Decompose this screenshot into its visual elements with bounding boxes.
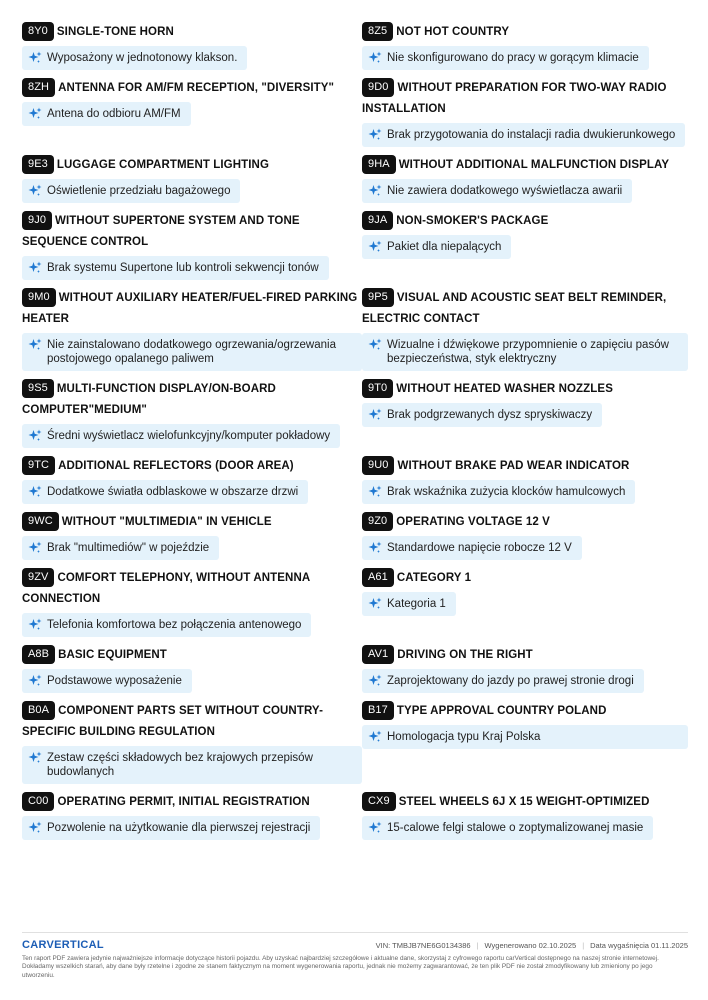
translation-text: Podstawowe wyposażenie	[47, 675, 182, 687]
translation-box	[362, 536, 582, 560]
equipment-heading	[22, 379, 362, 421]
sparkle-icon	[368, 338, 382, 352]
option-code-badge: 9P5	[362, 288, 394, 307]
translation-box	[362, 333, 688, 371]
translation-box	[362, 403, 602, 427]
translation-box	[22, 256, 329, 280]
option-title: WITHOUT PREPARATION FOR TWO-WAY RADIO INSTALLATION	[362, 82, 667, 115]
translation-text: Pozwolenie na użytkowanie dla pierwszej rejestracji	[47, 822, 311, 834]
translation-box	[22, 480, 308, 504]
sparkle-icon	[28, 429, 42, 443]
sparkle-icon	[28, 618, 42, 632]
option-title: WITHOUT SUPERTONE SYSTEM AND TONE SEQUENCE CONTROL	[22, 215, 300, 248]
option-title: LUGGAGE COMPARTMENT LIGHTING	[56, 159, 270, 171]
option-code-badge: B17	[362, 701, 394, 720]
translation-text: Brak przygotowania do instalacji radia dwukierunkowego	[387, 129, 676, 141]
sparkle-icon	[368, 597, 382, 611]
equipment-heading	[362, 512, 688, 533]
translation-text: Brak systemu Supertone lub kontroli sekwencji tonów	[47, 262, 319, 274]
equipment-item	[22, 22, 362, 78]
translation-box	[362, 816, 653, 840]
translation-box	[22, 613, 311, 637]
option-code-badge: 8Y0	[22, 22, 54, 41]
sparkle-icon	[368, 128, 382, 142]
translation-box	[22, 102, 191, 126]
equipment-item	[362, 456, 688, 512]
equipment-item	[362, 288, 688, 379]
option-title: OPERATING VOLTAGE 12 V	[396, 516, 550, 528]
option-title: WITHOUT BRAKE PAD WEAR INDICATOR	[397, 460, 630, 472]
translation-text: Nie skonfigurowano do pracy w gorącym klimacie	[387, 52, 639, 64]
equipment-row	[22, 645, 688, 701]
equipment-heading	[362, 22, 688, 43]
sparkle-icon	[368, 51, 382, 65]
equipment-heading	[362, 456, 688, 477]
meta-divider: |	[582, 940, 585, 950]
option-code-badge: A8B	[22, 645, 55, 664]
option-title: WITHOUT ADDITIONAL MALFUNCTION DISPLAY	[398, 159, 670, 171]
brand-logo: CARVERTICAL	[22, 939, 104, 951]
equipment-item	[362, 568, 688, 645]
translation-box	[362, 592, 456, 616]
option-code-badge: 9JA	[362, 211, 393, 230]
equipment-heading	[22, 701, 362, 743]
equipment-heading	[22, 512, 362, 533]
translation-box	[22, 46, 247, 70]
translation-text: Wyposażony w jednotonowy klakson.	[47, 52, 238, 64]
translation-text: Nie zawiera dodatkowego wyświetlacza awarii	[387, 185, 623, 197]
sparkle-icon	[28, 51, 42, 65]
footer-top	[22, 939, 688, 951]
translation-text: Kategoria 1	[387, 598, 446, 610]
equipment-heading	[362, 78, 688, 120]
translation-box	[362, 179, 632, 203]
translation-text: Zaprojektowany do jazdy po prawej stronie drogi	[387, 675, 634, 687]
option-title: CATEGORY 1	[396, 572, 472, 584]
option-title: SINGLE-TONE HORN	[56, 26, 174, 38]
option-title: ANTENNA FOR AM/FM RECEPTION, "DIVERSITY"	[58, 82, 335, 94]
option-title: WITHOUT HEATED WASHER NOZZLES	[396, 383, 613, 395]
translation-text: Brak "multimediów" w pojeździe	[47, 542, 210, 554]
option-title: COMPONENT PARTS SET WITHOUT COUNTRY-SPECIFIC BUILDING REGULATION	[22, 705, 323, 738]
translation-text: 15-calowe felgi stalowe o zoptymalizowanej masie	[387, 822, 644, 834]
option-title: BASIC EQUIPMENT	[58, 649, 167, 661]
equipment-heading	[22, 792, 362, 813]
equipment-row	[22, 211, 688, 288]
option-code-badge: 8Z5	[362, 22, 393, 41]
translation-text: Średni wyświetlacz wielofunkcyjny/komputer pokładowy	[47, 430, 331, 442]
option-code-badge: 9TC	[22, 456, 55, 475]
page-footer	[22, 932, 688, 980]
equipment-grid	[22, 22, 688, 848]
option-code-badge: 9WC	[22, 512, 59, 531]
option-title: DRIVING ON THE RIGHT	[397, 649, 533, 661]
equipment-item	[22, 211, 362, 288]
option-title: COMFORT TELEPHONY, WITHOUT ANTENNA CONNECTION	[22, 572, 310, 605]
equipment-item	[22, 288, 362, 379]
equipment-heading	[22, 78, 362, 99]
translation-text: Dodatkowe światła odblaskowe w obszarze drzwi	[47, 486, 299, 498]
equipment-item	[22, 701, 362, 792]
sparkle-icon	[28, 821, 42, 835]
translation-box	[362, 480, 635, 504]
equipment-row	[22, 456, 688, 512]
translation-text: Nie zainstalowano dodatkowego ogrzewania/ogrzewania postojowego opalanego paliwem	[47, 339, 336, 365]
sparkle-icon	[368, 730, 382, 744]
equipment-row	[22, 22, 688, 78]
translation-text: Brak podgrzewanych dysz spryskiwaczy	[387, 409, 593, 421]
translation-text: Telefonia komfortowa bez połączenia antenowego	[47, 619, 302, 631]
sparkle-icon	[368, 821, 382, 835]
sparkle-icon	[28, 541, 42, 555]
sparkle-icon	[28, 485, 42, 499]
option-code-badge: 9U0	[362, 456, 394, 475]
equipment-row	[22, 288, 688, 379]
sparkle-icon	[368, 240, 382, 254]
option-code-badge: 9S5	[22, 379, 54, 398]
equipment-heading	[22, 456, 362, 477]
translation-box	[362, 123, 685, 147]
equipment-item	[362, 645, 688, 701]
sparkle-icon	[28, 107, 42, 121]
option-title: NON-SMOKER'S PACKAGE	[396, 215, 549, 227]
sparkle-icon	[368, 674, 382, 688]
equipment-item	[22, 512, 362, 568]
meta-divider: |	[476, 940, 479, 950]
option-code-badge: 9D0	[362, 78, 394, 97]
option-title: NOT HOT COUNTRY	[396, 26, 510, 38]
option-code-badge: 9ZV	[22, 568, 54, 587]
sparkle-icon	[28, 674, 42, 688]
expiry-date: Data wygaśnięcia 01.11.2025	[590, 940, 688, 950]
equipment-item	[22, 645, 362, 701]
equipment-row	[22, 155, 688, 211]
sparkle-icon	[368, 485, 382, 499]
sparkle-icon	[28, 751, 42, 765]
option-code-badge: 9HA	[362, 155, 396, 174]
equipment-heading	[22, 22, 362, 43]
option-code-badge: CX9	[362, 792, 396, 811]
option-title: VISUAL AND ACOUSTIC SEAT BELT REMINDER, ELECTRIC CONTACT	[362, 292, 667, 325]
equipment-item	[362, 22, 688, 78]
equipment-item	[22, 155, 362, 211]
equipment-heading	[362, 568, 688, 589]
translation-box	[362, 235, 511, 259]
equipment-heading	[22, 645, 362, 666]
equipment-item	[362, 512, 688, 568]
translation-box	[22, 424, 340, 448]
equipment-item	[362, 155, 688, 211]
sparkle-icon	[28, 184, 42, 198]
equipment-item	[362, 379, 688, 456]
translation-box	[22, 669, 192, 693]
equipment-row	[22, 512, 688, 568]
option-title: ADDITIONAL REFLECTORS (DOOR AREA)	[58, 460, 294, 472]
sparkle-icon	[28, 261, 42, 275]
translation-box	[362, 725, 688, 749]
option-title: WITHOUT AUXILIARY HEATER/FUEL-FIRED PARKING HEATER	[22, 292, 358, 325]
equipment-row	[22, 568, 688, 645]
equipment-item	[22, 379, 362, 456]
equipment-heading	[362, 155, 688, 176]
option-code-badge: 8ZH	[22, 78, 55, 97]
equipment-heading	[22, 155, 362, 176]
option-code-badge: C00	[22, 792, 54, 811]
sparkle-icon	[368, 541, 382, 555]
translation-box	[362, 669, 644, 693]
equipment-heading	[362, 379, 688, 400]
equipment-row	[22, 379, 688, 456]
equipment-item	[362, 211, 688, 288]
translation-text: Pakiet dla niepalących	[387, 241, 502, 253]
option-title: OPERATING PERMIT, INITIAL REGISTRATION	[57, 796, 310, 808]
option-title: MULTI-FUNCTION DISPLAY/ON-BOARD COMPUTER"MEDIUM"	[22, 383, 276, 416]
equipment-heading	[362, 792, 688, 813]
option-code-badge: A61	[362, 568, 394, 587]
option-code-badge: 9J0	[22, 211, 52, 230]
translation-text: Antena do odbioru AM/FM	[47, 108, 181, 120]
equipment-heading	[362, 701, 688, 722]
sparkle-icon	[368, 408, 382, 422]
equipment-heading	[22, 211, 362, 253]
option-title: WITHOUT "MULTIMEDIA" IN VEHICLE	[61, 516, 272, 528]
translation-text: Oświetlenie przedziału bagażowego	[47, 185, 231, 197]
translation-text: Homologacja typu Kraj Polska	[387, 731, 541, 743]
translation-box	[22, 333, 362, 371]
equipment-row	[22, 792, 688, 848]
option-code-badge: 9E3	[22, 155, 54, 174]
equipment-row	[22, 78, 688, 155]
translation-box	[22, 746, 362, 784]
option-code-badge: 9T0	[362, 379, 393, 398]
report-meta	[376, 941, 688, 950]
translation-text: Zestaw części składowych bez krajowych przepisów budowlanych	[47, 752, 313, 778]
sparkle-icon	[368, 184, 382, 198]
equipment-item	[362, 78, 688, 155]
equipment-row	[22, 701, 688, 792]
equipment-item	[362, 701, 688, 792]
equipment-item	[22, 568, 362, 645]
translation-box	[362, 46, 649, 70]
option-code-badge: 9Z0	[362, 512, 393, 531]
translation-box	[22, 536, 219, 560]
option-code-badge: AV1	[362, 645, 394, 664]
option-title: STEEL WHEELS 6J X 15 WEIGHT-OPTIMIZED	[398, 796, 650, 808]
translation-box	[22, 179, 240, 203]
equipment-heading	[22, 568, 362, 610]
translation-text: Wizualne i dźwiękowe przypomnienie o zapięciu pasów bezpieczeństwa, styk elektryczny	[387, 339, 669, 365]
equipment-heading	[22, 288, 362, 330]
sparkle-icon	[28, 338, 42, 352]
option-code-badge: 9M0	[22, 288, 56, 307]
disclaimer-text: Ten raport PDF zawiera jedynie najważniejsze informacje dotyczące historii pojazdu. Aby uzyskać najbardziej szczegółowe i aktualne dane, skorzystaj z cyfrowego raportu carVertical dostępnego na naszej stronie internetowej. Dokładamy wszelkich starań, aby dane były rzetelne i zgodne ze stanem faktycznym na moment wygenerowania raportu, jednak nie możemy zagwarantować, że ten plik PDF nie został zmodyfikowany lub zmieniony po jego utworzeniu.	[22, 955, 659, 979]
equipment-heading	[362, 645, 688, 666]
vin-label: VIN: TMBJB7NE6G0134386	[375, 940, 471, 950]
option-code-badge: B0A	[22, 701, 55, 720]
translation-text: Standardowe napięcie robocze 12 V	[387, 542, 572, 554]
equipment-heading	[362, 288, 688, 330]
option-title: TYPE APPROVAL COUNTRY POLAND	[396, 705, 607, 717]
equipment-heading	[362, 211, 688, 232]
translation-box	[22, 816, 320, 840]
equipment-item	[22, 456, 362, 512]
generated-date: Wygenerowano 02.10.2025	[484, 940, 577, 950]
equipment-item	[362, 792, 688, 848]
equipment-item	[22, 78, 362, 155]
equipment-item	[22, 792, 362, 848]
translation-text: Brak wskaźnika zużycia klocków hamulcowych	[387, 486, 626, 498]
